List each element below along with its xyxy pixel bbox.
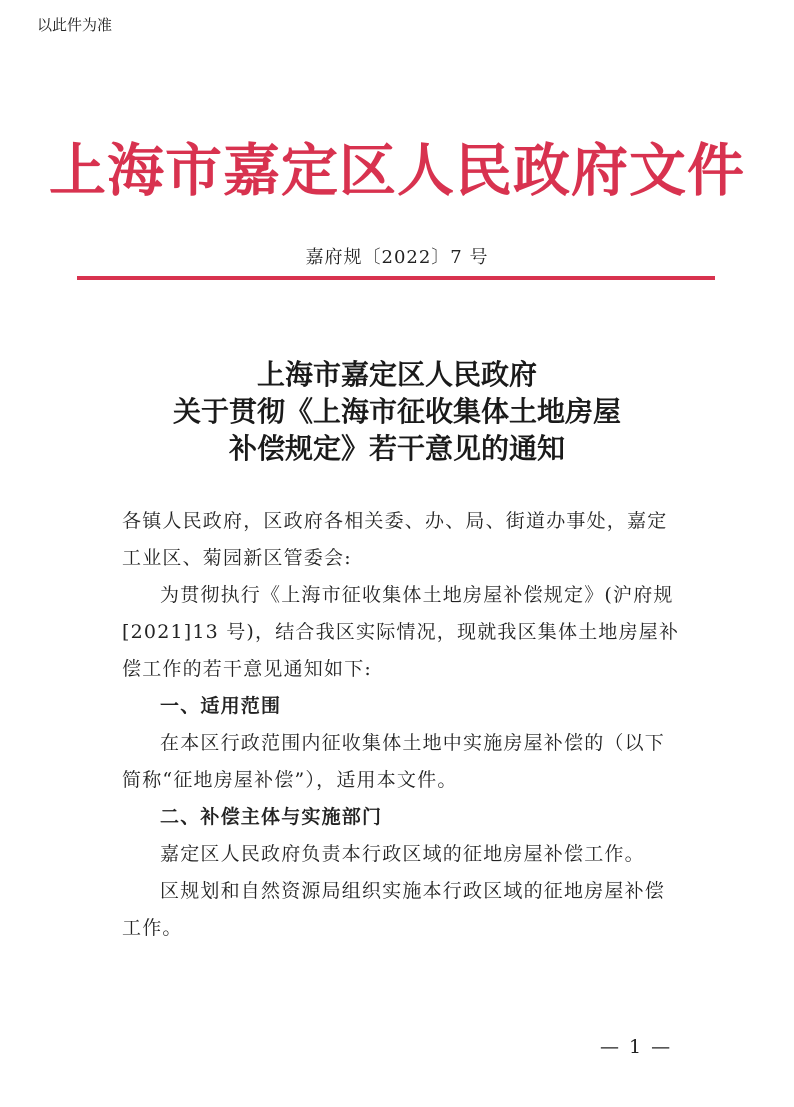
intro-paragraph: 为贯彻执行《上海市征收集体土地房屋补偿规定》(沪府规[2021]13 号)，结合我区实际情况，现就我区集体土地房屋补偿工作的若干意见通知如下: [122,584,680,680]
title-line-1: 上海市嘉定区人民政府 [256,358,537,391]
section-2-heading: 二、补偿主体与实施部门 [160,806,383,828]
section-2-text-2: 区规划和自然资源局组织实施本行政区域的征地房屋补偿工作。 [122,880,666,939]
document-masthead: 上海市嘉定区人民政府文件 [49,137,745,204]
addressee: 各镇人民政府，区政府各相关委、办、局、街道办事处，嘉定工业区、菊园新区管委会: [122,510,668,569]
header-note: 以此件为准 [37,16,113,34]
title-line-2: 关于贯彻《上海市征收集体土地房屋 [172,395,621,428]
title-line-3: 补偿规定》若干意见的通知 [228,432,565,465]
red-divider-line [77,276,715,280]
section-1-text: 在本区行政范围内征收集体土地中实施房屋补偿的（以下简称“征地房屋补偿”），适用本文件。 [122,732,666,791]
document-title [0,356,794,467]
document-number: 嘉府规〔2022〕7 号 [305,247,489,268]
section-2-text-1: 嘉定区人民政府负责本行政区域的征地房屋补偿工作。 [160,843,645,865]
section-1-heading: 一、适用范围 [160,695,282,717]
page-number: — 1 — [600,1036,673,1058]
document-body [122,503,682,947]
